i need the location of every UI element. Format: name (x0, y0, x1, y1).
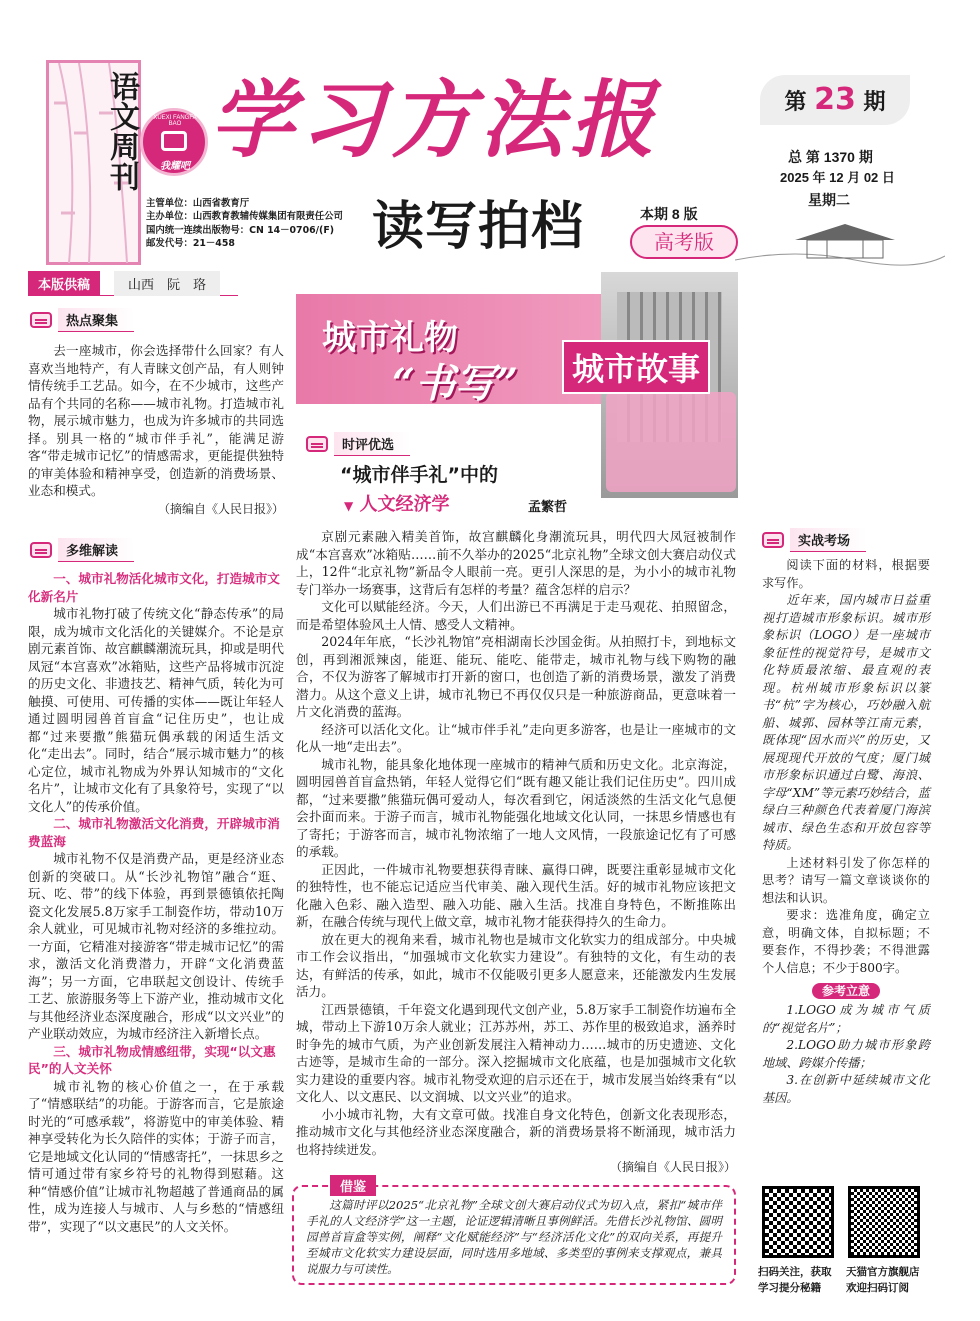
comment-source: （摘编自《人民日报》） (609, 1160, 736, 1174)
notebook-icon (30, 542, 52, 558)
edition-count: 本期 8 版 (640, 206, 698, 222)
logo-mark (161, 131, 187, 151)
ref-item: 1.LOGO成为城市气质的“视觉名片”； (762, 1003, 930, 1035)
practice-material: 近年来，国内城市日益重视打造城市形象标识。城市形象标识（LOGO）是一座城市象征性的视觉符号，是城市文化特质最浓缩、最直观的表现。杭州城市形象标识以篆书“杭”字为核心，巧妙融入航船、城郭、园林等江南元素，既体现“因水而兴”的历史，又展现现代开放的气度；厦门城市形象标识通过白鹭、海浪、字母“XM”等元素巧妙结合，蓝绿白三种颜色代表着厦门海滨城市、绿色生态和开放包容等特质。 (762, 593, 930, 852)
banner-line-1: 城市礼物 (322, 318, 458, 358)
hot-body (28, 342, 284, 518)
comment-para: 江西景德镇，千年瓷文化遇到现代文创产业，5.8万家手工制瓷作坊遍布全城，带动上下游10万余人就业；江苏苏州，苏工、苏作里的极致追求，涵养时时争先的城市气质，为产业创新发展注入精神动力……城市的历史遗迹、文化古迹等，是城市生命的一部分。深入挖掘城市文化底蕴，也是加强城市文化软实力建设的重要内容。城市礼物受欢迎的启示还在于，城市发展当始终秉有“以文化人、以文惠民、以文润城、以文兴业”的追求。 (296, 1001, 736, 1104)
byline-bar (28, 272, 238, 296)
practice-question: 上述材料引发了你怎样的思考？请写一篇文章谈谈你的想法和认识。 (762, 855, 930, 905)
brand-logo (140, 108, 208, 176)
multi-para-1: 城市礼物打破了传统文化“静态传承”的局限，成为城市文化活化的关键媒介。不论是京剧元素首饰、故宫麒麟潮流玩具，抑或是明代凤冠“本宫喜欢”冰箱贴，这些产品将城市沉淀的历史文化、非遗技艺、精神气质，转化为可触摸、可使用、可传播的实体——既让年轻人通过圆明园兽首盲盒“记住历史”，也让成都“过来要撒”熊猫玩偶承载的闲适生活文化“走出去”。同时，结合“展示城市魅力”的核心定位，城市礼物成为外界认知城市的“文化名片”，让城市文化有了具象符号，实现了“以文化人”的传承价值。 (28, 606, 284, 814)
comment-title-2: ▼ 人文经济学 (344, 494, 450, 515)
ref-label: 参考立意 (812, 983, 880, 999)
paper-title: 学习方法报 (210, 70, 661, 169)
issue-number: 23 (814, 82, 856, 117)
weekday: 星期二 (808, 193, 850, 209)
practice-requirements: 要求：选准角度，确定立意，明确文体，自拟标题；不要套作，不得抄袭；不得泄露个人信息；不少于800字。 (762, 908, 930, 975)
comment-para: 文化可以赋能经济。今天，人们出游已不再满足于走马观花、拍照留念，而是希望体验风土人情、感受人文精神。 (296, 599, 736, 632)
gift-illustration (606, 392, 736, 492)
notebook-icon (762, 532, 784, 548)
practice-body (762, 557, 930, 1107)
jiejian-label: 借鉴 (330, 1175, 376, 1196)
comment-para: 京剧元素融入精美首饰，故宫麒麟化身潮流玩具，明代四大凤冠被制作成“本宫喜欢”冰箱贴……前不久举办的2025“北京礼物”全球文创大赛启动仪式上，12件“北京礼物”新品令人眼前一亮。更引人深思的是，为小小的城市礼物专门举办一场赛事，这背后有怎样的考量？蕴含怎样的启示？ (296, 529, 736, 597)
supplement-title: 语文周刊 (104, 71, 139, 191)
jiejian-text: 这篇时评以2025“北京礼物”全球文创大赛启动仪式为切入点，紧扣“城市伴手礼的人文经济学”这一主题，论证逻辑清晰且事例鲜活。先借长沙礼物馆、圆明园兽首盲盒等实例，阐释“文化赋能经济”与“经济活化文化”的双向关系，再提升至城市文化软实力建设层面，同时选用多地域、多类型的事例来支撑观点，兼具说服力与可读性。 (306, 1198, 722, 1276)
hot-text: 去一座城市，你会选择带什么回家？有人喜欢当地特产，有人青睐文创产品，有人则钟情传统手工艺品。如今，在不少城市，这些产品有个共同的名称——城市礼物。打造城市礼物，展示城市魅力，也成为许多城市的共同选择。别具一格的“城市伴手礼”，能满足游客“带走城市记忆”的情感需求，更能提供独特的审美体验和精神享受，创造新的消费场景、业态和模式。 (28, 343, 284, 498)
practice-intro: 阅读下面的材料，根据要求写作。 (762, 558, 930, 590)
qr-caption: 扫码关注，获取 学习提分秘籍 天猫官方旗舰店 欢迎扫码订阅 (758, 1266, 920, 1294)
comment-para: 经济可以活化文化。让“城市伴手礼”走向更多游客，也是让一座城市的文化从一地“走出去”。 (296, 721, 736, 754)
logo-badge: 我耀吧 (160, 161, 190, 172)
logo-text: XUEXI FANGFA BAO (153, 115, 197, 127)
comment-para: 正因此，一件城市礼物要想获得青睐、赢得口碑，既要注重彰显城市文化的独特性，也不能忘记适应当代审美、融入现代生活。好的城市礼物应该把文化融入色彩、融入造型、融入功能、融入生活。找准自身特色，不断推陈出新，在融合传统与现代上做文章，城市礼物才能获得持久的生命力。 (296, 861, 736, 929)
comment-title-1: “城市伴手礼”中的 (340, 464, 498, 486)
byline-author: 山西 阮 珞 (114, 271, 220, 296)
section-comment: 时评优选 (306, 432, 410, 456)
hot-source: （摘编自《人民日报》） (157, 501, 284, 516)
ref-item: 2.LOGO助力城市形象跨地域、跨媒介传播； (762, 1038, 930, 1070)
ref-item: 3.在创新中延续城市文化基因。 (762, 1073, 930, 1105)
column-subtitle: 读写拍档 (372, 197, 585, 257)
supplement-box (46, 60, 141, 265)
publisher-info: 主管单位：山西省教育厅 主办单位：山西教育教辅传媒集团有限责任公司 国内统一连续出版物号：CN 14－0706/(F) 邮发代号：21－458 (146, 198, 343, 250)
qr-code-right[interactable] (848, 1186, 920, 1258)
issue-date: 2025 年 12 月 02 日 (780, 170, 895, 185)
multi-para-2: 城市礼物不仅是消费产品，更是经济业态创新的突破口。从“长沙礼物馆”融合“逛、玩、吃、带”的线下体验，再到景德镇依托陶瓷文化发展5.8万家手工制瓷作坊，带动10万余人就业，可见城市礼物对经济的多维拉动。一方面，它精准对接游客“带走城市记忆”的需求，激活文化消费潜力，开辟“文化消费蓝海”；另一方面，它串联起文创设计、传统手工艺、旅游服务等上下游产业，推动城市文化与其他经济业态深度融合，形成“以文兴业”的产业联动效应，为城市经济注入新增长点。 (28, 851, 284, 1041)
notebook-icon (30, 312, 52, 328)
issue-box: 第 23 期 (760, 75, 910, 125)
multi-para-3: 城市礼物的核心价值之一，在于承载了“情感联结”的功能。于游客而言，它是旅途时光的“可感承载”，将游览中的审美体验、精神享受转化为长久陪伴的实体；于游子而言，它是地域文化认同的“情感寄托”，一抹思乡之情可通过带有家乡符号的礼物得到慰藉。这种“情感价值”让城市礼物超越了普通商品的属性，成为连接人与城市、人与乡愁的“情感纽带”，实现了“以文惠民”的人文关怀。 (28, 1078, 284, 1234)
comment-author: 孟繁哲 (528, 500, 568, 515)
banner-line-2: “书写” (392, 360, 519, 407)
section-multi: 多维解读 (30, 538, 134, 562)
section-practice: 实战考场 (762, 528, 866, 552)
comment-para: 2024年年底，“长沙礼物馆”亮相湖南长沙国金街。从拍照打卡，到地标文创，再到湘派辣卤，能逛、能玩、能吃、能带走，城市礼物与线下购物的融合，不仅为游客了解城市打开新的窗口，也创造了新的消费场景，激发了消费潜力。从这个意义上讲，城市礼物已不再仅仅只是一种旅游商品，更意味着一片文化消费的蓝海。 (296, 634, 736, 719)
pavilion-illustration (735, 210, 945, 270)
qr-code-left[interactable] (762, 1186, 834, 1258)
multi-heading-3: 三、城市礼物成情感纽带，实现“以文惠民”的人文关怀 (28, 1043, 276, 1076)
version-badge: 高考版 (630, 225, 738, 259)
total-issue: 总 第 1370 期 (788, 149, 873, 165)
triangle-icon: ▼ (344, 499, 354, 513)
multi-body (28, 570, 284, 1235)
section-hot: 热点聚集 (30, 308, 134, 332)
byline-label: 本版供稿 (28, 271, 100, 296)
comment-body (296, 528, 736, 1176)
multi-heading-1: 一、城市礼物活化城市文化，打造城市文化新名片 (28, 571, 280, 604)
comment-para: 小小城市礼物，大有文章可做。找准自身文化特色，创新文化表现形态，推动城市文化与其他经济业态深度融合，新的消费场景将不断涌现，城市活力也将持续迸发。 (296, 1106, 736, 1157)
multi-heading-2: 二、城市礼物激活文化消费，开辟城市消费蓝海 (28, 816, 280, 849)
notebook-icon (306, 436, 328, 452)
comment-para: 城市礼物，能具象化地体现一座城市的精神气质和历史文化。北京海淀，圆明园兽首盲盒热销，年轻人觉得它们“既有趣又能让我们记住历史”。四川成都，“过来要撒”熊猫玩偶可爱动人，每次看到它，闲适淡然的生活文化气息便会扑面而来。于游子而言，城市礼物能强化地域文化认同，一抹思乡情感也有了寄托；于游客而言，城市礼物浓缩了一地人文风情，一段旅途记忆有了可感的承载。 (296, 756, 736, 859)
jiejian-box (292, 1180, 736, 1285)
banner-line-3: 城市故事 (562, 340, 710, 394)
comment-para: 放在更大的视角来看，城市礼物也是城市文化软实力的组成部分。中央城市工作会议指出，“加强城市文化软实力建设”。有独特的文化，有生动的表达，有鲜活的传承，如此，城市不仅能吸引更多人愿意来，还能激发内生发展活力。 (296, 931, 736, 999)
